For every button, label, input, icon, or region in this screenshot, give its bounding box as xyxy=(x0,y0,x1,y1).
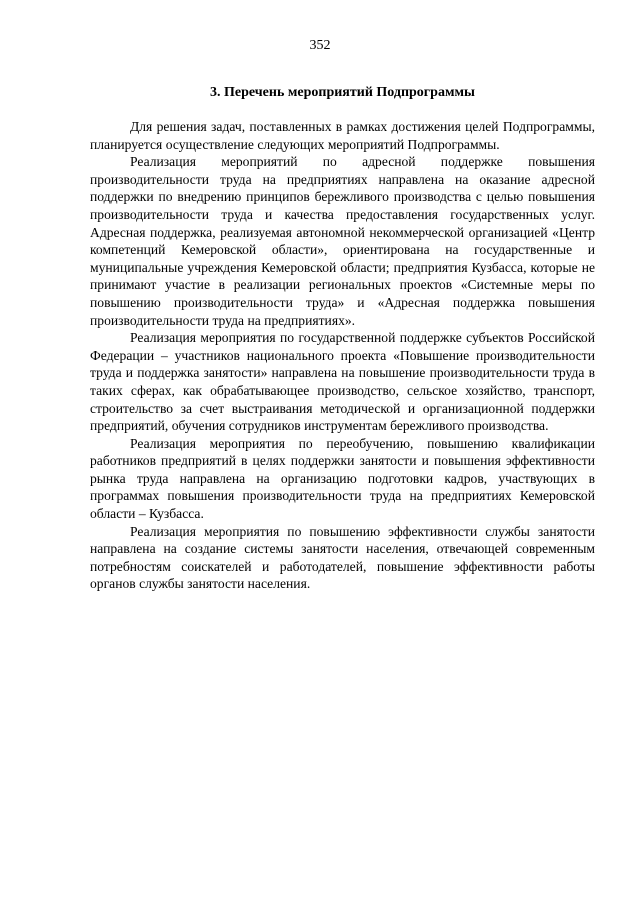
paragraph-intro: Для решения задач, поставленных в рамках достижения целей Подпрограммы, планируется осуществление следующих мероприятий Подпрограммы. xyxy=(90,119,595,152)
page-number: 352 xyxy=(309,38,331,53)
section-title: 3. Перечень мероприятий Подпрограммы xyxy=(210,85,475,100)
paragraph-retraining: Реализация мероприятия по переобучению, повышению квалификации работников предприятий в целях поддержки занятости и повышения эффективности рынка труда направлена на организацию подготовки кадров, участвующих в программах повышения производительности труда на предприятиях Кемеровской области – Кузбасса. xyxy=(90,435,595,522)
paragraph-employment-service: Реализация мероприятия по повышению эффективности службы занятости направлена на создание системы занятости населения, отвечающей современным потребностям соискателей и работодателей, повышение эффективности работы органов службы занятости населения. xyxy=(90,523,595,592)
body-text xyxy=(90,118,595,593)
paragraph-targeted-support: Реализация мероприятий по адресной поддержке повышения производительности труда на предприятиях направлена на оказание адресной поддержки по внедрению принципов бережливого производства с целью повышения производительности труда и качества предоставления государственных услуг. Адресная поддержка, реализуемая автономной некоммерческой организацией «Центр компетенций Кемеровской области», ориентирована на государственные и муниципальные учреждения Кемеровской области; предприятия Кузбасса, которые не принимают участие в реализации региональных проектов «Системные меры по повышению производительности труда» и «Адресная поддержка повышения производительности труда на предприятиях». xyxy=(90,154,595,328)
paragraph-state-support: Реализация мероприятия по государственной поддержке субъектов Российской Федерации – участников национального проекта «Повышение производительности труда и поддержка занятости» направлена на повышение производительности труда в таких сферах, как обрабатывающее производство, сельское хозяйство, транспорт, строительство за счет выстраивания методической и организационной поддержки предприятий, обучения сотрудников инструментам бережливого производства. xyxy=(90,330,595,434)
